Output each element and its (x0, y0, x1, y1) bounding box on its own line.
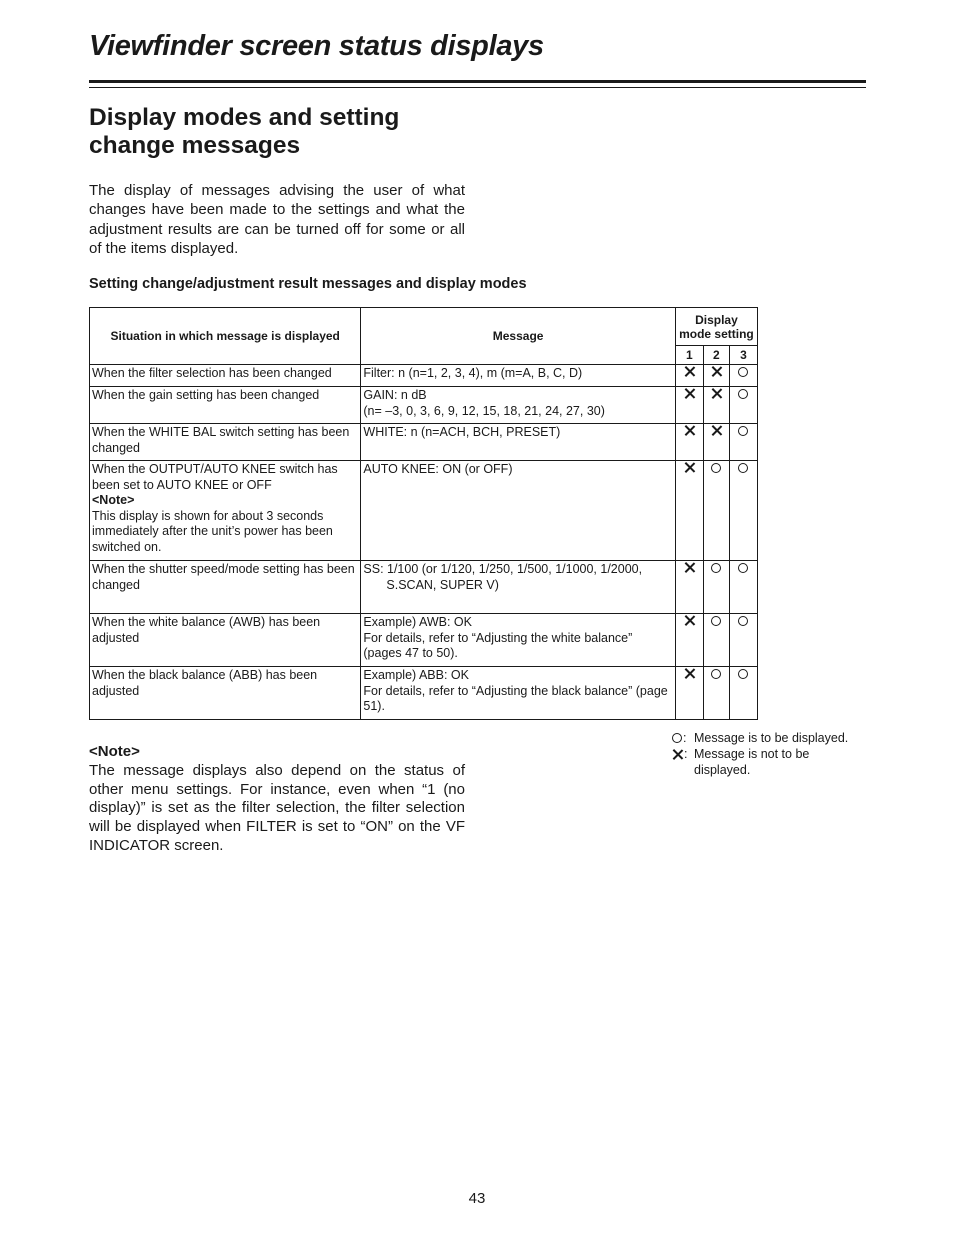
message-cell: WHITE: n (n=ACH, BCH, PRESET) (361, 424, 675, 461)
mode-cell (729, 365, 757, 387)
header-mode-1: 1 (675, 346, 703, 365)
cross-icon (711, 366, 722, 377)
note-block (89, 743, 465, 856)
cross-icon (684, 562, 695, 573)
table-heading: Setting change/adjustment result messages and display modes (89, 276, 527, 292)
circle-icon (738, 616, 748, 626)
mode-cell (703, 614, 729, 667)
table-row (90, 387, 758, 424)
legend-circle-text: Message is to be displayed. (694, 731, 849, 745)
situation-cell: When the white balance (AWB) has been adjusted (90, 614, 361, 667)
circle-icon (738, 389, 748, 399)
mode-cell (703, 667, 729, 720)
section-title: Display modes and setting change messages (89, 104, 400, 159)
situation-cell: When the OUTPUT/AUTO KNEE switch has been set to AUTO KNEE or OFF <Note> This display is shown for about 3 seconds immediately after the unit’s power has been switched on. (90, 461, 361, 561)
note-label: <Note> (89, 743, 140, 760)
table-row (90, 461, 758, 561)
situation-cell: When the WHITE BAL switch setting has been changed (90, 424, 361, 461)
page-title: Viewfinder screen status displays (89, 30, 544, 62)
situation-cell: When the shutter speed/mode setting has been changed (90, 561, 361, 614)
cross-icon (711, 388, 722, 399)
table-row (90, 614, 758, 667)
circle-icon (738, 669, 748, 679)
table-row (90, 561, 758, 614)
mode-cell (675, 365, 703, 387)
cross-icon (684, 615, 695, 626)
mode-cell (703, 365, 729, 387)
circle-icon (711, 563, 721, 573)
cross-icon (672, 749, 683, 760)
circle-icon (738, 367, 748, 377)
page-number: 43 (468, 1190, 486, 1207)
legend-row-cross: : Message is not to be displayed. (672, 746, 862, 778)
message-cell: SS: 1/100 (or 1/120, 1/250, 1/500, 1/1000, 1/2000, S.SCAN, SUPER V) (361, 561, 675, 614)
mode-cell (675, 387, 703, 424)
note-text: The message displays also depend on the status of other menu settings. For instance, even when “1 (no display)” is set as the filter selection, the filter selection will be displayed when FILTER is set to “ON” on the VF INDICATOR screen. (89, 761, 465, 854)
situation-note: This display is shown for about 3 seconds immediately after the unit’s power has been switched on. (92, 508, 333, 554)
circle-icon (711, 616, 721, 626)
circle-icon (738, 463, 748, 473)
mode-cell (729, 461, 757, 561)
mode-cell (675, 424, 703, 461)
mode-cell (729, 614, 757, 667)
message-cell: Filter: n (n=1, 2, 3, 4), m (m=A, B, C, D) (361, 365, 675, 387)
header-situation: Situation in which message is displayed (90, 308, 361, 365)
title-rule-thin (89, 87, 866, 88)
symbol-legend (672, 730, 862, 778)
circle-icon (711, 463, 721, 473)
mode-cell (729, 561, 757, 614)
mode-cell (703, 424, 729, 461)
mode-cell (703, 387, 729, 424)
mode-cell (703, 561, 729, 614)
header-mode-3: 3 (729, 346, 757, 365)
table-row (90, 424, 758, 461)
cross-icon (684, 366, 695, 377)
header-message: Message (361, 308, 675, 365)
table-row (90, 365, 758, 387)
message-cell: AUTO KNEE: ON (or OFF) (361, 461, 675, 561)
circle-icon (711, 669, 721, 679)
cross-icon (711, 425, 722, 436)
circle-icon (672, 733, 682, 743)
situation-note-label: <Note> (92, 493, 135, 508)
intro-paragraph: The display of messages advising the user of what changes have been made to the settings and what the adjustment results are can be turned off for some or all of the items displayed. (89, 182, 465, 257)
cross-icon (684, 425, 695, 436)
mode-cell (729, 667, 757, 720)
cross-icon (684, 668, 695, 679)
mode-cell (675, 614, 703, 667)
status-messages-table (89, 307, 758, 720)
mode-cell (675, 667, 703, 720)
situation-cell: When the filter selection has been changed (90, 365, 361, 387)
situation-cell: When the gain setting has been changed (90, 387, 361, 424)
header-mode-2: 2 (703, 346, 729, 365)
circle-icon (738, 426, 748, 436)
message-cell: Example) AWB: OK For details, refer to “Adjusting the white balance” (pages 47 to 50). (361, 614, 675, 667)
message-cell: Example) ABB: OK For details, refer to “Adjusting the black balance” (page 51). (361, 667, 675, 720)
header-display-mode: Display mode setting (675, 308, 757, 346)
circle-icon (738, 563, 748, 573)
cross-icon (684, 462, 695, 473)
legend-cross-text: Message is not to be displayed. (694, 747, 810, 777)
mode-cell (675, 561, 703, 614)
mode-cell (703, 461, 729, 561)
legend-row-circle: : Message is to be displayed. (672, 730, 862, 746)
mode-cell (729, 424, 757, 461)
situation-cell: When the black balance (ABB) has been adjusted (90, 667, 361, 720)
title-rule-thick (89, 80, 866, 83)
mode-cell (675, 461, 703, 561)
cross-icon (684, 388, 695, 399)
message-cell: GAIN: n dB (n= –3, 0, 3, 6, 9, 12, 15, 18, 21, 24, 27, 30) (361, 387, 675, 424)
mode-cell (729, 387, 757, 424)
table-row (90, 667, 758, 720)
